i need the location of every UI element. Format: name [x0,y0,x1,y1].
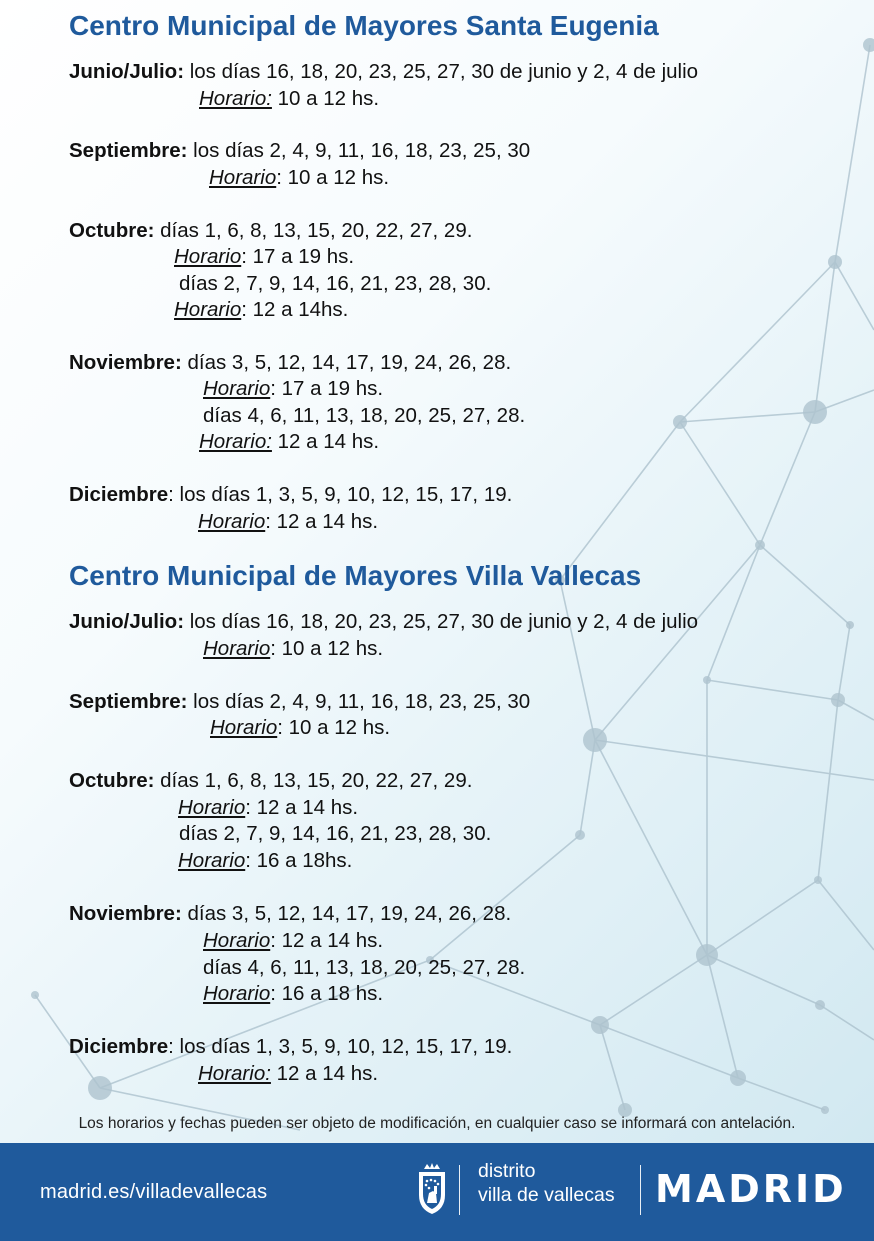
octubre-days-1: Octubre: días 1, 6, 8, 13, 15, 20, 22, 27, 29. [69,219,473,242]
septiembre-days: Septiembre: los días 2, 4, 9, 11, 16, 18, 23, 25, 30 [69,139,531,162]
junio-julio-horario: Horario: 10 a 12 hs. [203,637,384,660]
noviembre-days-2: días 4, 6, 11, 13, 18, 20, 25, 27, 28. [203,956,526,979]
diciembre-days: Diciembre: los días 1, 3, 5, 9, 10, 12, 15, 17, 19. [69,483,513,506]
diciembre-horario: Horario: 12 a 14 hs. [198,510,379,533]
website-link[interactable]: madrid.es/villadevallecas [40,1181,268,1203]
octubre-days-2: días 2, 7, 9, 14, 16, 21, 23, 28, 30. [179,272,492,295]
septiembre-horario: Horario: 10 a 12 hs. [209,166,390,189]
octubre-horario-1: Horario: 17 a 19 hs. [174,245,355,268]
septiembre-days: Septiembre: los días 2, 4, 9, 11, 16, 18, 23, 25, 30 [69,690,531,713]
octubre-horario-2: Horario: 16 a 18hs. [178,849,353,872]
diciembre-horario: Horario: 12 a 14 hs. [198,1062,379,1085]
octubre-days-1: Octubre: días 1, 6, 8, 13, 15, 20, 22, 27, 29. [69,769,473,792]
noviembre-days-1: Noviembre: días 3, 5, 12, 14, 17, 19, 24, 26, 28. [69,351,512,374]
octubre-days-2: días 2, 7, 9, 14, 16, 21, 23, 28, 30. [179,822,492,845]
district-label: distrito villa de vallecas [478,1160,615,1206]
noviembre-days-1: Noviembre: días 3, 5, 12, 14, 17, 19, 24, 26, 28. [69,902,512,925]
madrid-logo-text: MADRID [655,1167,847,1211]
diciembre-days: Diciembre: los días 1, 3, 5, 9, 10, 12, 15, 17, 19. [69,1035,513,1058]
noviembre-horario-1: Horario: 17 a 19 hs. [203,377,384,400]
octubre-horario-1: Horario: 12 a 14 hs. [178,796,359,819]
octubre-horario-2: Horario: 12 a 14hs. [174,298,349,321]
junio-julio-days: Junio/Julio: los días 16, 18, 20, 23, 25, 27, 30 de junio y 2, 4 de julio [69,610,699,633]
footer-bar [0,1143,874,1241]
section-title-santa-eugenia: Centro Municipal de Mayores Santa Eugenia [69,10,659,41]
footer-divider [459,1165,460,1215]
noviembre-horario-2: Horario: 16 a 18 hs. [203,982,384,1005]
footer-divider [640,1165,641,1215]
junio-julio-days: Junio/Julio: los días 16, 18, 20, 23, 25, 27, 30 de junio y 2, 4 de julio [69,60,699,83]
madrid-coat-of-arms-icon [414,1163,450,1215]
section-title-villa-vallecas: Centro Municipal de Mayores Villa Vallecas [69,560,642,591]
septiembre-horario: Horario: 10 a 12 hs. [210,716,391,739]
junio-julio-horario: Horario: 10 a 12 hs. [199,87,380,110]
noviembre-days-2: días 4, 6, 11, 13, 18, 20, 25, 27, 28. [203,404,526,427]
noviembre-horario-2: Horario: 12 a 14 hs. [199,430,380,453]
noviembre-horario-1: Horario: 12 a 14 hs. [203,929,384,952]
disclaimer-note: Los horarios y fechas pueden ser objeto de modificación, en cualquier caso se informará con antelación. [78,1115,796,1132]
